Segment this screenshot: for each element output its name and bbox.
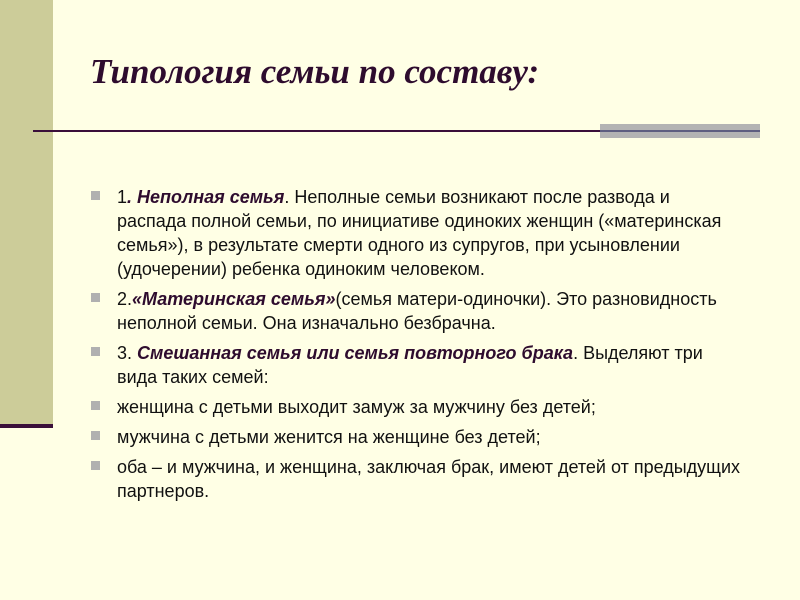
bullet-item-man-with-children bbox=[90, 425, 740, 449]
square-bullet-icon bbox=[91, 401, 100, 410]
square-bullet-icon bbox=[91, 347, 100, 356]
sidebar-band bbox=[0, 0, 53, 428]
square-bullet-icon bbox=[91, 293, 100, 302]
item-number: 1 bbox=[117, 187, 128, 207]
sidebar-bottom-rule bbox=[0, 424, 53, 428]
slide-bullet-list bbox=[90, 185, 740, 509]
item-text: (семья матери-одиночки). Это разновидность неполной семьи. Она изначально безбрачна. bbox=[117, 289, 717, 333]
bullet-item-blended-family bbox=[90, 341, 740, 389]
bullet-item-both-with-children bbox=[90, 455, 740, 503]
square-bullet-icon bbox=[91, 191, 100, 200]
item-text: женщина с детьми выходит замуж за мужчину без детей; bbox=[117, 397, 596, 417]
item-text: оба – и мужчина, и женщина, заключая брак, имеют детей от предыдущих партнеров. bbox=[117, 457, 741, 501]
item-text: . Неполные семьи возникают после развода и распада полной семьи, по инициативе одиноких женщин («материнская семья»), в результате смерти одного из супругов, при усыновлении (удочерении) ребенка одиноким человеком. bbox=[117, 187, 722, 279]
item-term: Смешанная семья или семья повторного брака bbox=[137, 343, 574, 363]
square-bullet-icon bbox=[91, 431, 100, 440]
title-divider-accent bbox=[600, 130, 760, 132]
item-text: мужчина с детьми женится на женщине без детей; bbox=[117, 427, 541, 447]
bullet-item-incomplete-family bbox=[90, 185, 740, 281]
slide-title: Типология семьи по составу: bbox=[90, 52, 540, 91]
bullet-item-maternal-family bbox=[90, 287, 740, 335]
item-term: «Материнская семья» bbox=[132, 289, 336, 309]
item-number: 3. bbox=[117, 343, 138, 363]
item-text: . Выделяют три вида таких семей: bbox=[117, 343, 703, 387]
item-number: 2. bbox=[117, 289, 133, 309]
square-bullet-icon bbox=[91, 461, 100, 470]
item-term: . Неполная семья bbox=[127, 187, 285, 207]
title-divider bbox=[33, 130, 600, 132]
bullet-item-woman-with-children bbox=[90, 395, 740, 419]
